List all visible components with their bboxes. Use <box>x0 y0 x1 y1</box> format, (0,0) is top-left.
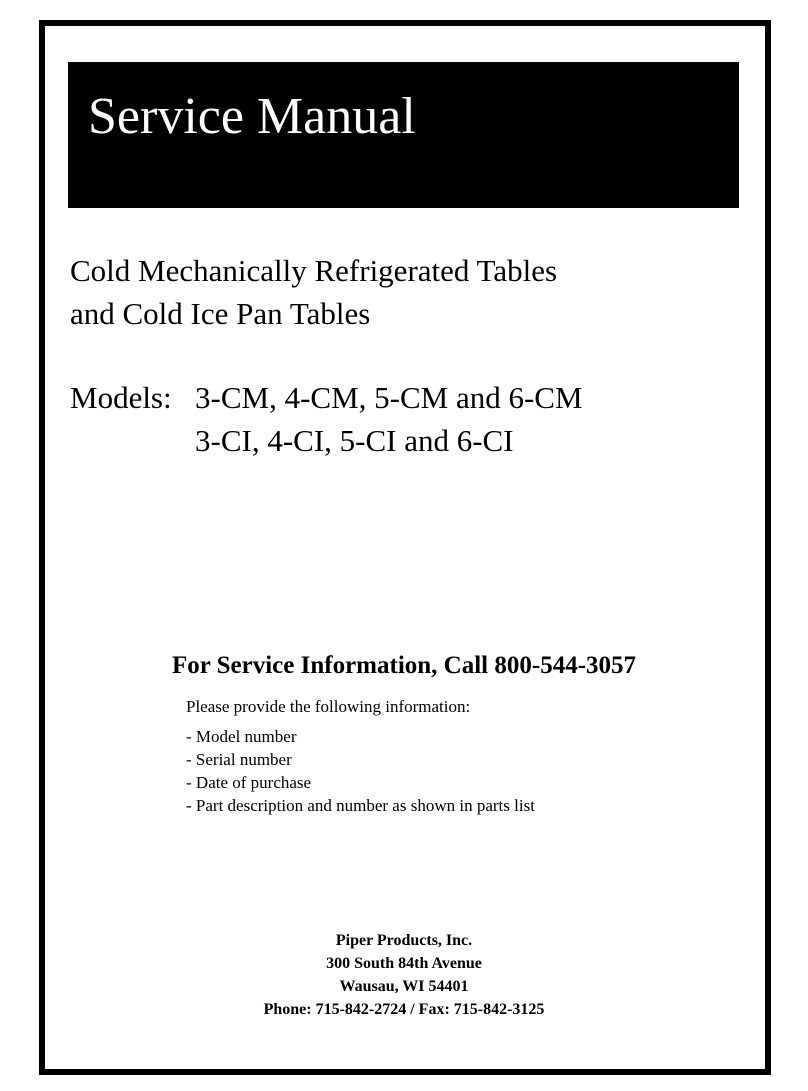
list-item: - Model number <box>186 727 297 746</box>
list-item: - Date of purchase <box>186 773 312 792</box>
company-info <box>0 929 808 1021</box>
title-banner <box>68 62 739 208</box>
product-subtitle <box>70 249 557 335</box>
company-contact: Phone: 715-842-2724 / Fax: 715-842-3125 <box>263 1001 545 1018</box>
models-label: Models: <box>70 380 172 415</box>
list-item: - Serial number <box>186 750 292 769</box>
company-address-2: Wausau, WI 54401 <box>339 978 469 995</box>
subtitle-line-2: and Cold Ice Pan Tables <box>70 296 371 331</box>
models-row-2 <box>70 419 583 462</box>
models-row-1 <box>70 376 583 419</box>
subtitle-line-1: Cold Mechanically Refrigerated Tables <box>70 253 558 288</box>
provide-info-block <box>186 695 535 817</box>
provide-list <box>186 725 535 817</box>
provide-intro: Please provide the following information: <box>186 697 471 716</box>
list-item: - Part description and number as shown in parts list <box>186 796 535 815</box>
models-line-1: 3-CM, 4-CM, 5-CM and 6-CM <box>195 380 583 415</box>
company-address-1: 300 South 84th Avenue <box>326 955 482 972</box>
models-line-2: 3-CI, 4-CI, 5-CI and 6-CI <box>195 423 514 458</box>
models-indent <box>70 419 195 462</box>
page-title: Service Manual <box>88 88 416 145</box>
service-heading: For Service Information, Call 800-544-3057 <box>171 652 637 679</box>
models-block <box>70 376 583 462</box>
company-name: Piper Products, Inc. <box>335 932 473 949</box>
